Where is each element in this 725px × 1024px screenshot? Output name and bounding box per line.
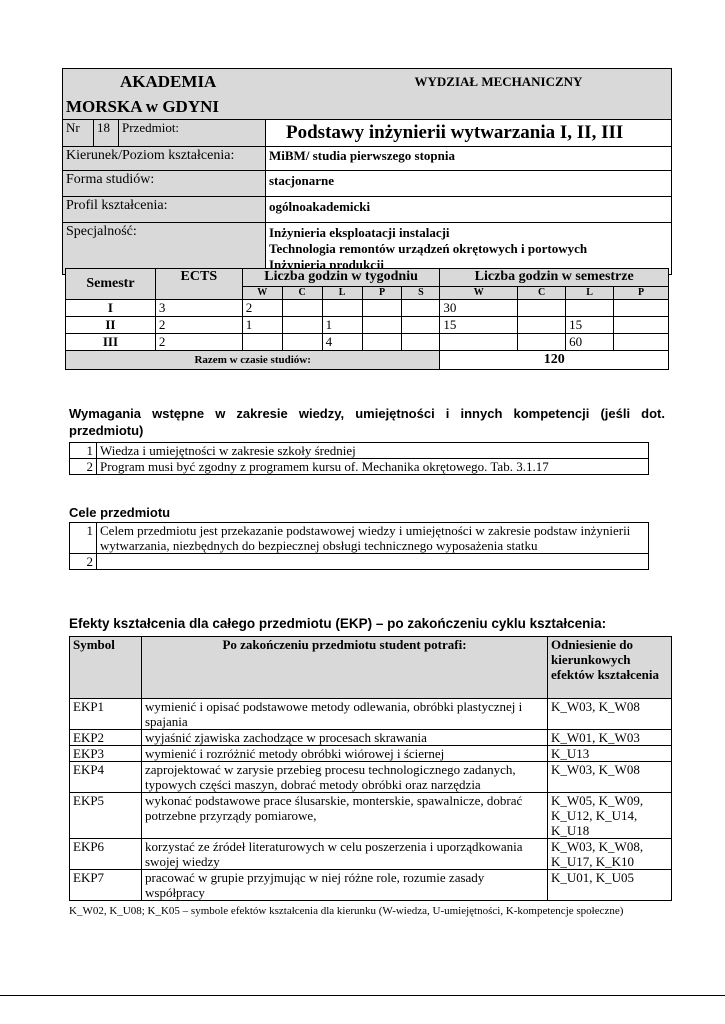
hours-cell: 60: [566, 334, 614, 351]
table-row: [70, 793, 672, 839]
hours-cell: [614, 317, 669, 334]
week-col-s: S: [402, 286, 440, 299]
field-value: MiBM/ studia pierwszego stopnia: [266, 147, 672, 171]
nr-value: 18: [94, 120, 119, 147]
hours-cell: [440, 334, 518, 351]
hours-cell: [518, 334, 566, 351]
ekp-ref: K_W03, K_W08: [548, 699, 672, 730]
ects-cell: 2: [155, 334, 242, 351]
faculty-name: WYDZIAŁ MECHANICZNY: [414, 74, 583, 89]
specialty-label: Specjalność:: [63, 223, 266, 275]
sem-col-l: L: [566, 286, 614, 299]
ekp-desc: wyjaśnić zjawiska zachodzące w procesach skrawania: [142, 730, 548, 746]
ekp-symbol: EKP2: [70, 730, 142, 746]
hours-row-2: [66, 317, 669, 334]
institution-name: AKADEMIA MORSKA w GDYNI: [66, 72, 220, 116]
week-col-w: W: [242, 286, 282, 299]
ekp-desc: korzystać ze źródeł literaturowych w celu poszerzenia i uporządkowania swojej wiedzy: [142, 839, 548, 870]
ekp-desc: pracować w grupie przyjmując w niej różne role, rozumie zasady współpracy: [142, 870, 548, 901]
specialty-2: Technologia remontów urządzeń okrętowych i portowych: [269, 241, 588, 256]
study-form-value: stacjonarne: [266, 171, 672, 197]
table-row: [70, 762, 672, 793]
hours-cell: [402, 317, 440, 334]
goal-text: Celem przedmiotu jest przekazanie podstawowej wiedzy i umiejętności w zakresie podstaw inżynierii wytwarzania, niezbędnych do bezpiecznej obsługi technicznego wyposażenia statku: [97, 523, 649, 554]
hours-cell: [322, 300, 362, 317]
table-row: [70, 839, 672, 870]
specialty-1: Inżynieria eksploatacji instalacji: [269, 225, 450, 240]
goal-text: [97, 554, 649, 570]
hours-cell: 1: [322, 317, 362, 334]
profile-label: Profil kształcenia:: [63, 197, 266, 223]
ekp-symbol: EKP4: [70, 762, 142, 793]
semester-hours-header: Liczba godzin w semestrze: [440, 269, 669, 287]
req-text: Program musi być zgodny z programem kursu of. Mechanika okrętowego. Tab. 3.1.17: [97, 459, 649, 475]
subject-value: Podstawy inżynierii wytwarzania I, II, III: [266, 120, 672, 147]
ects-cell: 2: [155, 317, 242, 334]
semester-cell: II: [66, 317, 156, 334]
hours-cell: [518, 300, 566, 317]
hours-cell: [402, 334, 440, 351]
hours-row-3: [66, 334, 669, 351]
hours-cell: 15: [566, 317, 614, 334]
page-bottom-rule: [0, 995, 725, 996]
hours-cell: 1: [242, 317, 282, 334]
ekp-symbol: EKP3: [70, 746, 142, 762]
hours-cell: 4: [322, 334, 362, 351]
hours-row-1: [66, 300, 669, 317]
field-label: Kierunek/Poziom kształcenia:: [63, 147, 266, 171]
goal-num: 2: [70, 554, 97, 570]
hours-cell: [614, 334, 669, 351]
requirements-table: [69, 442, 649, 475]
requirements-title: Wymagania wstępne w zakresie wiedzy, umiejętności i innych kompetencji (jeśli dot. przedmiotu): [69, 406, 665, 438]
week-hours-header: Liczba godzin w tygodniu: [242, 269, 440, 287]
ekp-table: [69, 636, 672, 901]
ekp-ref: K_U01, K_U05: [548, 870, 672, 901]
header-table: [62, 68, 672, 275]
hours-cell: 15: [440, 317, 518, 334]
subject-label: Przedmiot:: [119, 120, 266, 147]
institution-row: [63, 69, 266, 120]
goals-title: Cele przedmiotu: [69, 505, 171, 520]
ekp-desc: wymienić i opisać podstawowe metody odlewania, obróbki plastycznej i spajania: [142, 699, 548, 730]
hours-cell: [402, 300, 440, 317]
ekp-title: Efekty kształcenia dla całego przedmiotu (EKP) – po zakończeniu cyklu kształcenia:: [69, 616, 607, 631]
semester-header: Semestr: [66, 269, 156, 300]
hours-cell: [282, 334, 322, 351]
table-row: [70, 870, 672, 901]
table-row: [70, 746, 672, 762]
study-form-label: Forma studiów:: [63, 171, 266, 197]
ekp-footnote: K_W02, K_U08; K_K05 – symbole efektów kształcenia dla kierunku (W-wiedza, U-umiejętności, K-kompetencje społeczne): [69, 905, 624, 917]
specialty-3: Inżynieria produkcji: [269, 257, 384, 272]
semester-cell: III: [66, 334, 156, 351]
req-num: 1: [70, 443, 97, 459]
hours-table: [65, 268, 669, 370]
hours-cell: [362, 317, 402, 334]
hours-cell: [362, 334, 402, 351]
sem-col-c: C: [518, 286, 566, 299]
ekp-ref: K_W03, K_W08, K_U17, K_K10: [548, 839, 672, 870]
ekp-desc: zaprojektować w zarysie przebieg procesu technologicznego zadanych, typowych części maszyn, dobrać metody obróbki oraz narzędzia: [142, 762, 548, 793]
ekp-col-symbol: Symbol: [70, 637, 142, 699]
semester-cell: I: [66, 300, 156, 317]
ekp-col-ref: Odniesienie do kierunkowych efektów kształcenia: [548, 637, 672, 699]
ekp-symbol: EKP7: [70, 870, 142, 901]
hours-cell: [362, 300, 402, 317]
ekp-ref: K_W03, K_W08: [548, 762, 672, 793]
goals-table: [69, 522, 649, 570]
ekp-ref: K_W01, K_W03: [548, 730, 672, 746]
nr-label: Nr: [63, 120, 94, 147]
goal-num: 1: [70, 523, 97, 554]
total-label: Razem w czasie studiów:: [66, 351, 440, 370]
sem-col-p: P: [614, 286, 669, 299]
table-row: [70, 730, 672, 746]
ekp-ref: K_W05, K_W09, K_U12, K_U14, K_U18: [548, 793, 672, 839]
total-value: 120: [440, 351, 669, 370]
hours-cell: [614, 300, 669, 317]
req-num: 2: [70, 459, 97, 475]
hours-cell: 30: [440, 300, 518, 317]
ects-header: ECTS: [155, 269, 242, 300]
ekp-symbol: EKP1: [70, 699, 142, 730]
specialty-values: [266, 223, 672, 275]
week-col-c: C: [282, 286, 322, 299]
sem-col-w: W: [440, 286, 518, 299]
hours-cell: [282, 300, 322, 317]
hours-cell: [242, 334, 282, 351]
hours-cell: [566, 300, 614, 317]
ekp-desc: wykonać podstawowe prace ślusarskie, monterskie, spawalnicze, dobrać potrzebne przyrządy pomiarowe,: [142, 793, 548, 839]
hours-cell: 2: [242, 300, 282, 317]
hours-cell: [282, 317, 322, 334]
week-col-l: L: [322, 286, 362, 299]
ekp-symbol: EKP6: [70, 839, 142, 870]
ekp-desc: wymienić i rozróżnić metody obróbki wiórowej i ściernej: [142, 746, 548, 762]
hours-cell: [518, 317, 566, 334]
table-row: [70, 699, 672, 730]
week-col-p: P: [362, 286, 402, 299]
ekp-ref: K_U13: [548, 746, 672, 762]
ekp-col-desc: Po zakończeniu przedmiotu student potrafi:: [142, 637, 548, 699]
ekp-symbol: EKP5: [70, 793, 142, 839]
profile-value: ogólnoakademicki: [266, 197, 672, 223]
req-text: Wiedza i umiejętności w zakresie szkoły średniej: [97, 443, 649, 459]
ects-cell: 3: [155, 300, 242, 317]
